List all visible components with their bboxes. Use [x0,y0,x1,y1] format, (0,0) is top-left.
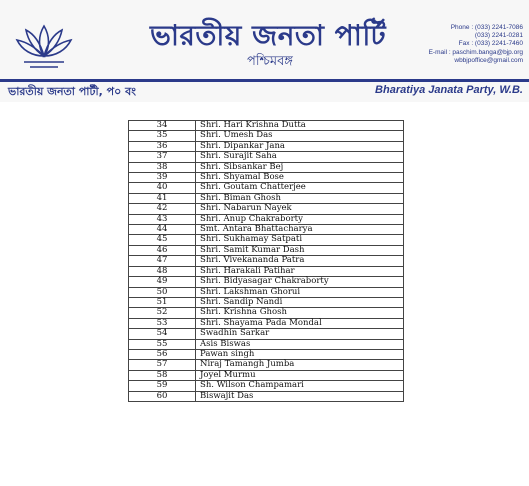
header-divider [0,79,529,82]
serial-number: 53 [129,318,196,328]
state-subtitle: পশ্চিমবঙ্গ [247,54,293,69]
contact-block [373,24,523,65]
table-row [129,360,404,370]
table-row [129,329,404,339]
table-row [129,131,404,141]
serial-number: 50 [129,287,196,297]
table-row [129,235,404,245]
table-row [129,225,404,235]
party-title: ভারতীয় জনতা পার্টি [150,19,387,52]
serial-number: 45 [129,235,196,245]
party-name-english: Bharatiya Janata Party, W.B. [375,84,523,96]
member-name: Shri. Hari Krishna Dutta [196,121,404,131]
letterhead [0,0,529,102]
table-row [129,162,404,172]
member-name: Shri. Shayama Pada Mondal [196,318,404,328]
member-name: Shri. Biman Ghosh [196,193,404,203]
table-row [129,193,404,203]
table-row [129,391,404,401]
serial-number: 38 [129,162,196,172]
member-name: Sh. Wilson Champamari [196,381,404,391]
table-row [129,297,404,307]
member-name: Shri. Samit Kumar Dash [196,245,404,255]
serial-number: 51 [129,297,196,307]
member-name: Niraj Tamangh Jumba [196,360,404,370]
member-name: Shri. Nabarun Nayek [196,204,404,214]
member-name: Shri. Goutam Chatterjee [196,183,404,193]
serial-number: 47 [129,256,196,266]
serial-number: 57 [129,360,196,370]
serial-number: 52 [129,308,196,318]
table-row [129,256,404,266]
member-name: Shri. Sukhamay Satpati [196,235,404,245]
member-name: Biswajit Das [196,391,404,401]
serial-number: 41 [129,193,196,203]
member-name: Shri. Bidyasagar Chakraborty [196,277,404,287]
serial-number: 59 [129,381,196,391]
serial-number: 44 [129,225,196,235]
table-row [129,339,404,349]
member-name: Shri. Vivekananda Patra [196,256,404,266]
table-row [129,245,404,255]
table-row [129,214,404,224]
member-name: Shri. Surajit Saha [196,152,404,162]
member-name: Swadhin Sarkar [196,329,404,339]
serial-number: 34 [129,121,196,131]
phone-line-2: (033) 2241-0281 [474,32,523,40]
member-name: Pawan singh [196,349,404,359]
table-row [129,349,404,359]
table-row [129,173,404,183]
serial-number: 48 [129,266,196,276]
member-name: Shri. Anup Chakraborty [196,214,404,224]
serial-number: 43 [129,214,196,224]
table-row [129,318,404,328]
serial-number: 46 [129,245,196,255]
email-line: E-mail : paschim.banga@bjp.org [428,48,523,56]
serial-number: 37 [129,152,196,162]
member-name: Shri. Dipankar Jana [196,141,404,151]
serial-number: 40 [129,183,196,193]
serial-number: 39 [129,173,196,183]
table-row [129,308,404,318]
serial-number: 54 [129,329,196,339]
email-line-2: wbbjpoffice@gmail.com [454,56,523,64]
fax-line: Fax : (033) 2241-7460 [458,40,523,48]
party-name-bengali: ভারতীয় জনতা পার্টী, প০ বং [8,85,136,98]
table-row [129,121,404,131]
member-name: Shri. Harakali Patihar [196,266,404,276]
lotus-icon [14,20,74,72]
member-name: Shri. Lakshman Ghorui [196,287,404,297]
table-row [129,287,404,297]
serial-number: 58 [129,370,196,380]
member-name: Shri. Sandip Nandi [196,297,404,307]
members-table [128,120,404,402]
table-row [129,152,404,162]
table-row [129,370,404,380]
member-name: Shri. Krishna Ghosh [196,308,404,318]
serial-number: 35 [129,131,196,141]
member-name: Shri. Sibsankar Bej [196,162,404,172]
member-name: Smt. Antara Bhattacharya [196,225,404,235]
member-name: Asis Biswas [196,339,404,349]
table-row [129,266,404,276]
serial-number: 56 [129,349,196,359]
table-row [129,183,404,193]
member-name: Joyel Murmu [196,370,404,380]
phone-line: Phone : (033) 2241-7086 [450,24,523,31]
serial-number: 49 [129,277,196,287]
table-row [129,141,404,151]
serial-number: 55 [129,339,196,349]
table-row [129,277,404,287]
table-row [129,381,404,391]
serial-number: 42 [129,204,196,214]
serial-number: 36 [129,141,196,151]
member-name: Shri. Umesh Das [196,131,404,141]
table-row [129,204,404,214]
serial-number: 60 [129,391,196,401]
member-name: Shri. Shyamal Bose [196,173,404,183]
